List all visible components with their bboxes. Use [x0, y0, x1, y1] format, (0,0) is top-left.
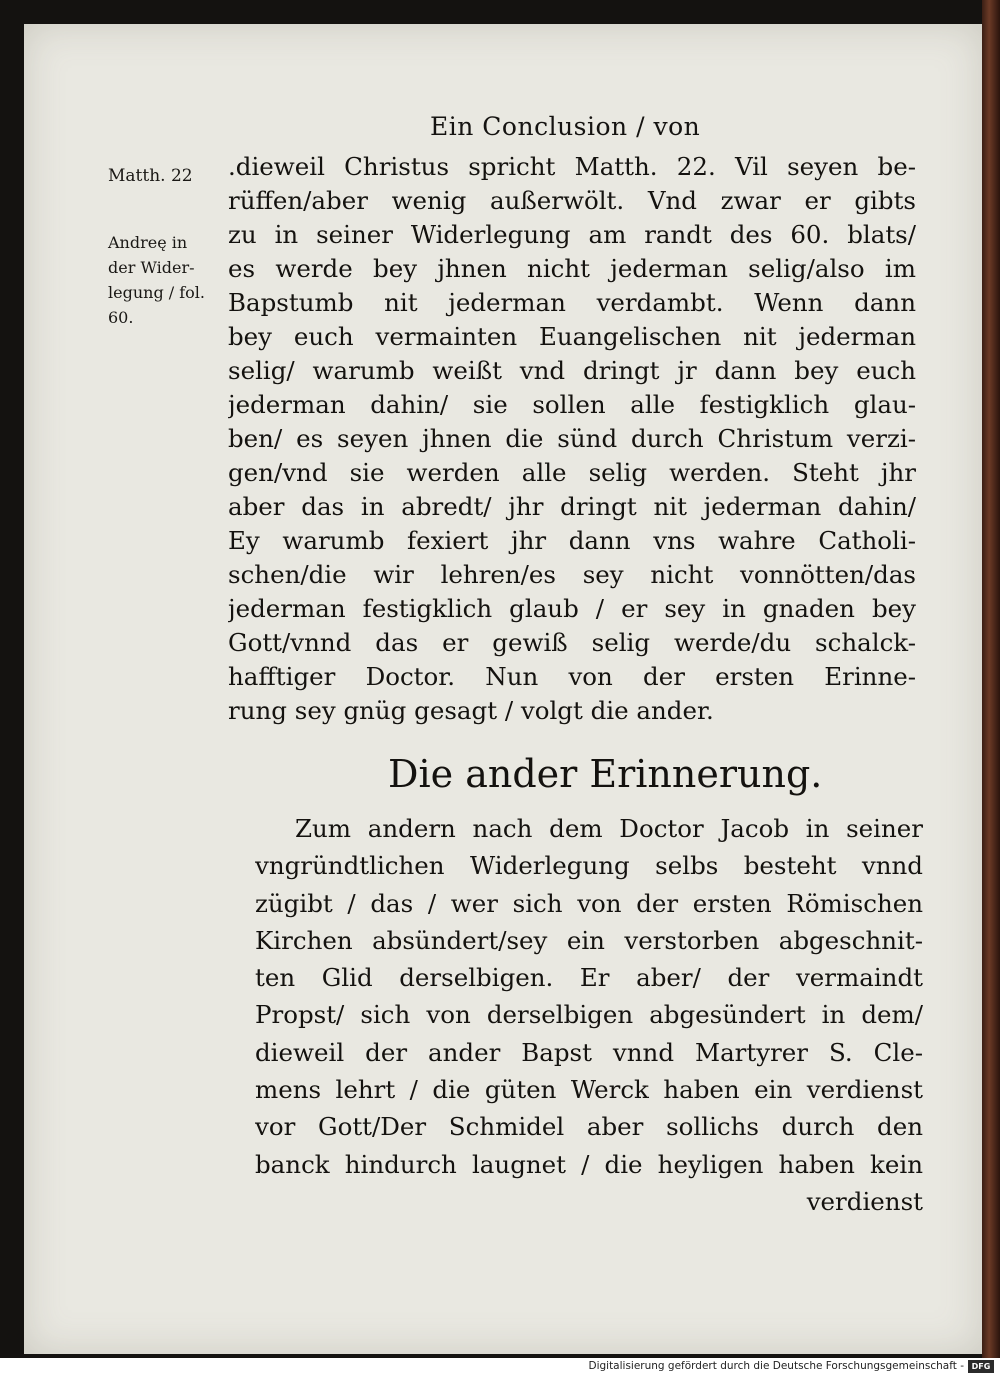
text-line: bey euch vermainten Euangelischen nit jederman	[228, 322, 916, 351]
text-line: gen/vnd sie werden alle selig werden. Steht jhr	[228, 458, 916, 487]
footer-credit: Digitalisierung gefördert durch die Deutsche Forschungsgemeinschaft -	[588, 1360, 964, 1372]
text-line: Bapstumb nit jederman verdambt. Wenn dann	[228, 288, 916, 317]
text-line: vngründtlichen Widerlegung selbs besteht vnnd	[255, 851, 923, 881]
text-line: vor Gott/Der Schmidel aber sollichs durch den	[255, 1112, 923, 1142]
dfg-logo-icon: DFG	[968, 1360, 994, 1373]
text-line: Propst/ sich von derselbigen abgesündert in dem/	[255, 1000, 923, 1030]
text-line: Kirchen absündert/sey ein verstorben abgeschnit-	[255, 925, 923, 955]
text-line: jederman festigklich glaub / er sey in gnaden bey	[228, 594, 916, 623]
text-line: zügibt / das / wer sich von der ersten Römischen	[255, 888, 923, 918]
text-line: Zum andern nach dem Doctor Jacob in seiner	[295, 814, 923, 843]
text-line: selig/ warumb weißt vnd dringt jr dann bey euch	[228, 356, 916, 385]
text-line: banck hindurch laugnet / die heyligen haben kein	[255, 1149, 923, 1179]
text-line: schen/die wir lehren/es sey nicht vonnötten/das	[228, 560, 916, 589]
text-line: hafftiger Doctor. Nun von der ersten Erinne-	[228, 662, 916, 691]
text-line: jederman dahin/ sie sollen alle festigklich glau-	[228, 390, 916, 419]
paragraph-1	[228, 150, 916, 728]
text-line: ten Glid derselbigen. Er aber/ der vermaindt	[255, 963, 923, 993]
margin-notes	[108, 166, 228, 330]
text-line: mens lehrt / die güten Werck haben ein verdienst	[255, 1075, 923, 1105]
text-line: .dieweil Christus spricht Matth. 22. Vil seyen be-	[228, 152, 916, 181]
catchword: verdienst	[806, 1186, 923, 1216]
text-line: es werde bey jhnen nicht jederman selig/also im	[228, 254, 916, 283]
text-line: Gott/vnnd das er gewiß selig werde/du schalck-	[228, 628, 916, 657]
book-edge	[982, 0, 1000, 1358]
text-line: rüffen/aber wenig außerwölt. Vnd zwar er gibts	[228, 186, 916, 215]
running-head: Ein Conclusion / von	[430, 112, 701, 141]
margin-note-matthew: Matth. 22	[108, 166, 193, 186]
text-line: zu in seiner Widerlegung am randt des 60. blats/	[228, 220, 916, 249]
section-heading: Die ander Erinnerung.	[388, 752, 823, 796]
text-line: Ey warumb fexiert jhr dann vns wahre Catholi-	[228, 526, 916, 555]
paragraph-2	[255, 810, 923, 1220]
text-line: ben/ es seyen jhnen die sünd durch Christum verzi-	[228, 424, 916, 453]
text-line: dieweil der ander Bapst vnnd Martyrer S. Cle-	[255, 1037, 923, 1067]
margin-note-andreae: Andreę in der Wider- legung / fol. 60.	[108, 233, 205, 327]
text-line: rung sey gnüg gesagt / volgt die ander.	[228, 696, 714, 725]
text-line: aber das in abredt/ jhr dringt nit jederman dahin/	[228, 492, 916, 521]
